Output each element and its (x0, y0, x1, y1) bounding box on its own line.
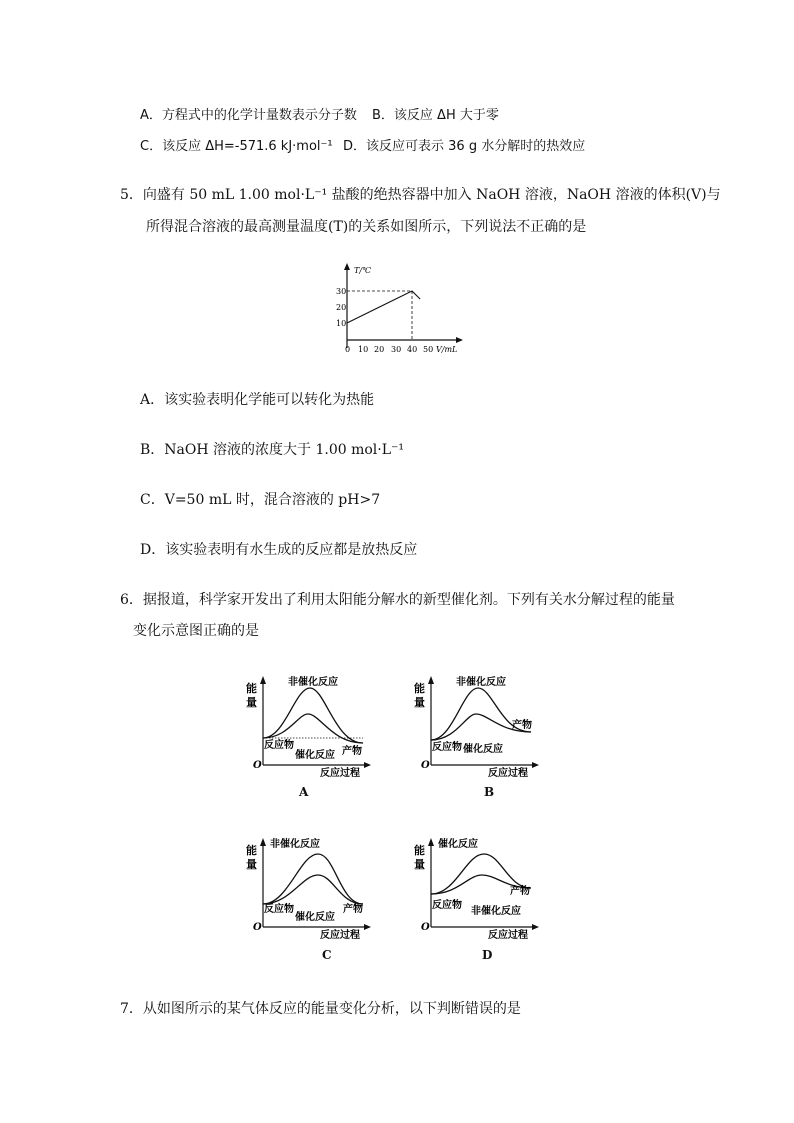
q6-diagram-a (240, 670, 375, 780)
x-tick-10: 10 (358, 345, 369, 354)
x-tick-30: 30 (391, 345, 402, 354)
origin-label: O (253, 922, 262, 933)
q6-diagram-a-letter: A (299, 785, 309, 799)
x-axis-label: 反应过程 (320, 930, 360, 941)
x-axis-label: 反应过程 (488, 768, 528, 779)
x-axis-label: 反应过程 (320, 768, 360, 779)
product-label: 产物 (342, 746, 362, 757)
y-axis-arrow (260, 676, 266, 684)
top-curve-label: 非催化反应 (456, 677, 506, 688)
y-axis-label: T/℃ (354, 266, 371, 275)
q6-diagram-d (408, 832, 543, 942)
svg-text:量: 量 (414, 858, 425, 871)
svg-text:能: 能 (414, 844, 425, 857)
x-tick-0: 0 (345, 345, 351, 354)
x-axis-arrow (532, 924, 539, 930)
q5-stem-line2: 所得混合溶液的最高测量温度(T)的关系如图所示，下列说法不正确的是 (146, 219, 587, 235)
reactant-label: 反应物 (432, 742, 462, 753)
q6-stem-line2: 变化示意图正确的是 (133, 623, 259, 639)
q6-diagram-d-letter: D (482, 948, 493, 962)
y-axis-arrow (428, 838, 434, 846)
axis-y-label-2: 量 (246, 696, 257, 709)
q5-option-d: D．该实验表明有水生成的反应都是放热反应 (140, 542, 418, 558)
x-axis-arrow (532, 762, 539, 768)
q4-option-a: A．方程式中的化学计量数表示分子数 (140, 108, 357, 123)
q5-stem-line1: 5．向盛有 50 mL 1.00 mol·L⁻¹ 盐酸的绝热容器中加入 NaOH 溶液，NaOH 溶液的体积(V)与 (120, 187, 721, 203)
origin-label: O (253, 760, 262, 771)
product-label: 产物 (512, 720, 532, 731)
q4-option-c: C．该反应 ΔH=-571.6 kJ·mol⁻¹ (140, 139, 333, 154)
q6-diagram-b (408, 670, 543, 780)
x-axis-label: 反应过程 (488, 930, 528, 941)
y-tick-20: 20 (336, 303, 347, 312)
y-axis-arrow (344, 263, 350, 270)
origin-label: O (421, 922, 430, 933)
axis-y-label: 能 (246, 682, 257, 695)
y-axis-arrow (260, 838, 266, 846)
bottom-curve-label: 催化反应 (463, 744, 503, 755)
x-tick-20: 20 (374, 345, 385, 354)
bottom-curve-label: 催化反应 (295, 750, 335, 761)
q6-diagram-c (240, 832, 375, 942)
q7-stem: 7．从如图所示的某气体反应的能量变化分析，以下判断错误的是 (120, 1001, 521, 1017)
bottom-curve-label: 非催化反应 (471, 906, 521, 917)
x-tick-50: 50 (423, 345, 434, 354)
x-axis-arrow (364, 924, 371, 930)
q6-diagram-c-letter: C (322, 948, 332, 962)
q4-option-b: B．该反应 ΔH 大于零 (372, 108, 499, 123)
q4-option-d: D．该反应可表示 36 g 水分解时的热效应 (343, 139, 586, 154)
reactant-label: 反应物 (264, 904, 294, 915)
top-curve-label: 非催化反应 (270, 839, 320, 850)
svg-text:量: 量 (414, 696, 425, 709)
product-label: 产物 (510, 886, 530, 897)
reactant-label: 反应物 (432, 900, 462, 911)
y-tick-10: 10 (336, 319, 347, 328)
q5-temperature-graph (336, 258, 466, 358)
x-axis-arrow (364, 762, 371, 768)
y-tick-30: 30 (336, 287, 347, 296)
x-axis-label: V/mL (436, 345, 458, 354)
origin-label: O (421, 760, 430, 771)
svg-text:量: 量 (246, 858, 257, 871)
q6-diagram-b-letter: B (484, 785, 495, 799)
svg-text:能: 能 (246, 844, 257, 857)
top-curve-label: 催化反应 (438, 839, 478, 850)
reactant-label: 反应物 (264, 740, 294, 751)
y-axis-arrow (428, 676, 434, 684)
bottom-curve-label: 催化反应 (295, 912, 335, 923)
x-tick-40: 40 (407, 345, 418, 354)
svg-text:能: 能 (414, 682, 425, 695)
q5-option-a: A．该实验表明化学能可以转化为热能 (140, 392, 375, 408)
product-label: 产物 (343, 904, 363, 915)
q5-option-c: C．V=50 mL 时，混合溶液的 pH>7 (140, 492, 381, 508)
top-curve-label: 非催化反应 (288, 677, 338, 688)
q6-stem-line1: 6．据报道，科学家开发出了利用太阳能分解水的新型催化剂。下列有关水分解过程的能量 (120, 592, 675, 608)
q5-option-b: B．NaOH 溶液的浓度大于 1.00 mol·L⁻¹ (140, 442, 405, 458)
x-axis-arrow (456, 337, 463, 343)
temperature-line (347, 291, 420, 323)
